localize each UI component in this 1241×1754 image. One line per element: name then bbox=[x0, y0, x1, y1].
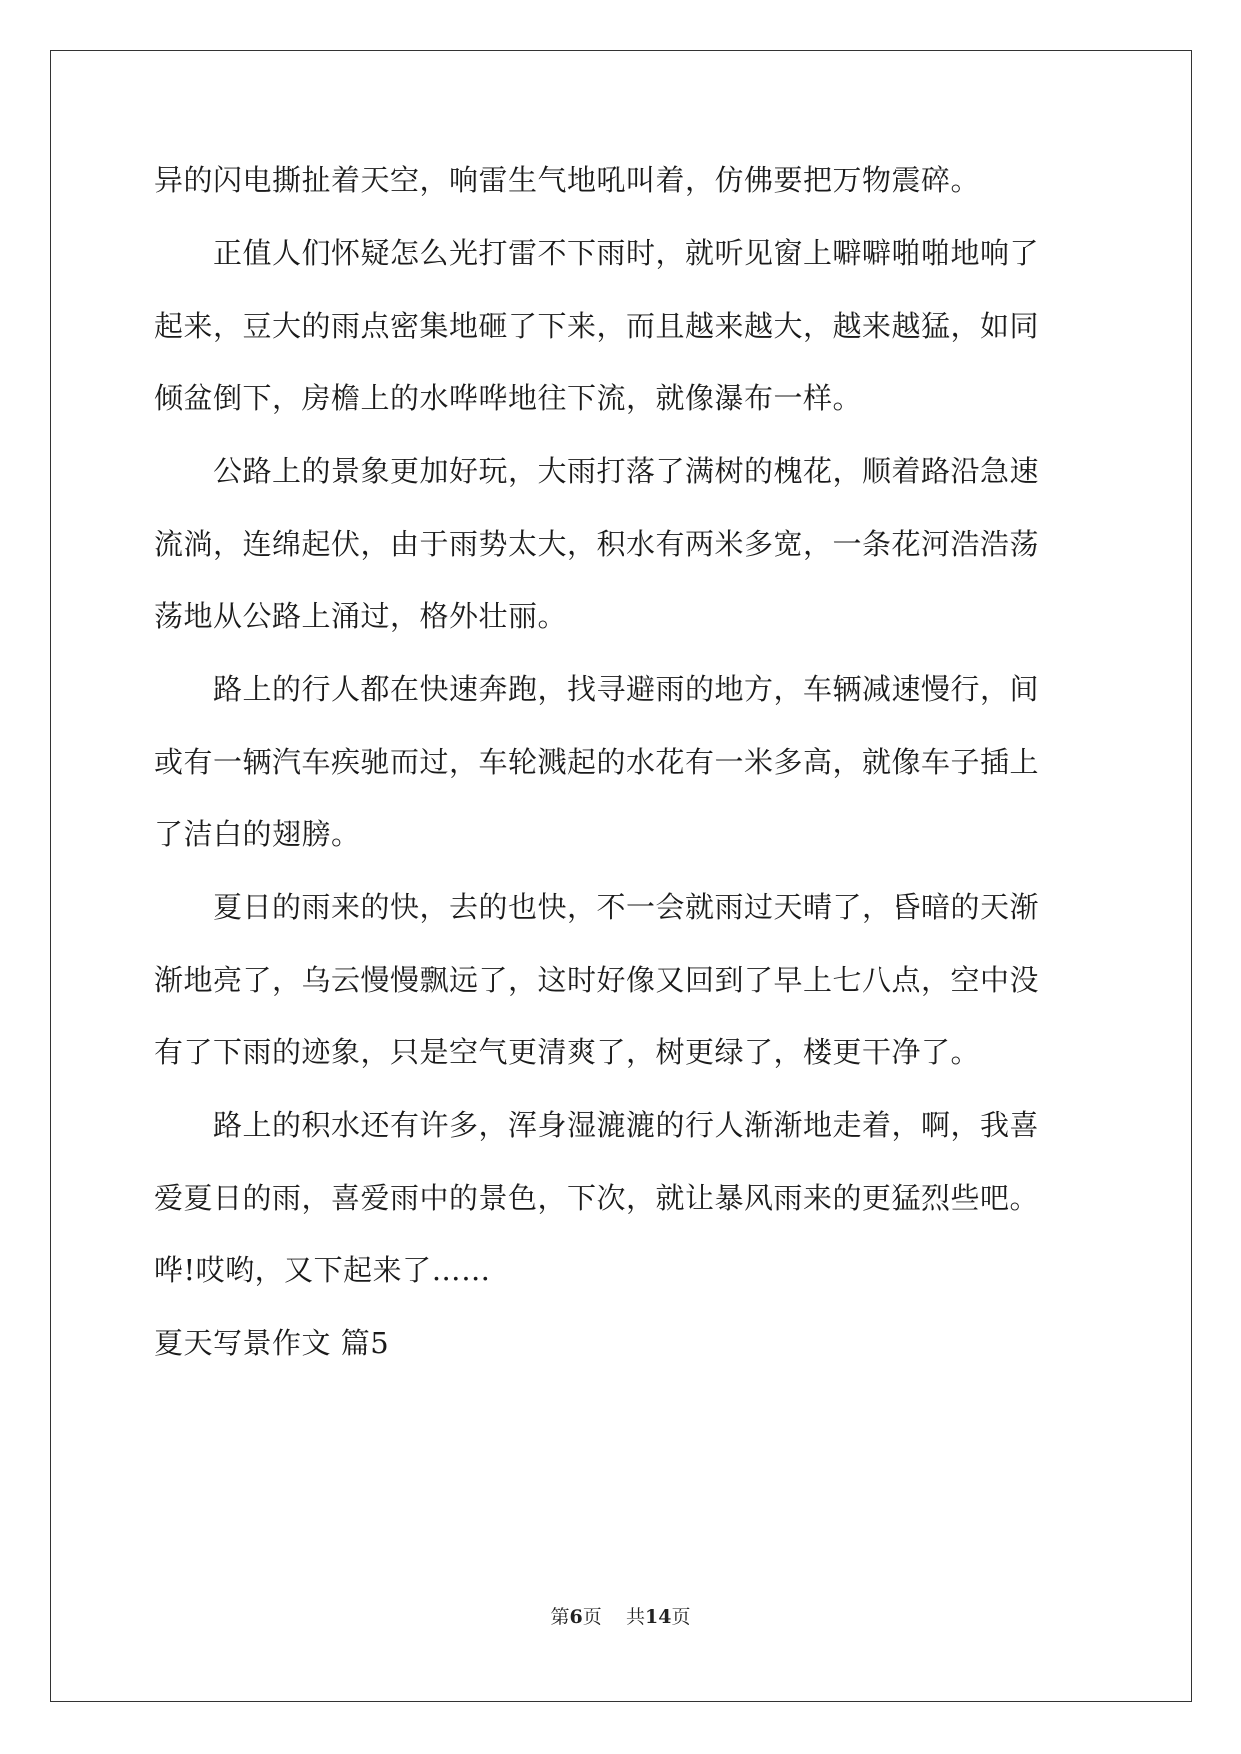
text-line: 正值人们怀疑怎么光打雷不下雨时，就听见窗上噼噼啪啪地响了 bbox=[154, 236, 1040, 270]
text-line: 流淌，连绵起伏，由于雨势太大，积水有两米多宽，一条花河浩浩荡 bbox=[154, 527, 1040, 561]
total-prefix: 共 bbox=[625, 1606, 645, 1628]
text-line: 荡地从公路上涌过，格外壮丽。 bbox=[154, 599, 568, 633]
section-heading: 夏天写景作文 篇5 bbox=[154, 1326, 390, 1360]
page-border bbox=[50, 50, 1192, 1702]
text-line: 有了下雨的迹象，只是空气更清爽了，树更绿了，楼更干净了。 bbox=[154, 1035, 981, 1069]
text-line: 渐地亮了，乌云慢慢飘远了，这时好像又回到了早上七八点，空中没 bbox=[154, 963, 1040, 997]
page-prefix: 第 bbox=[550, 1606, 570, 1628]
text-line: 路上的行人都在快速奔跑，找寻避雨的地方，车辆减速慢行，间 bbox=[154, 672, 1040, 706]
text-line: 爱夏日的雨，喜爱雨中的景色，下次，就让暴风雨来的更猛烈些吧。 bbox=[154, 1181, 1040, 1215]
total-suffix: 页 bbox=[671, 1606, 691, 1628]
total-pages: 14 bbox=[644, 1606, 672, 1628]
text-line: 了洁白的翅膀。 bbox=[154, 817, 361, 851]
text-line: 公路上的景象更加好玩，大雨打落了满树的槐花，顺着路沿急速 bbox=[154, 454, 1040, 488]
text-line: 路上的积水还有许多，浑身湿漉漉的行人渐渐地走着，啊，我喜 bbox=[154, 1108, 1040, 1142]
page-footer bbox=[0, 1602, 1241, 1629]
page-number: 6 bbox=[569, 1606, 583, 1628]
text-line: 哗!哎哟，又下起来了…… bbox=[154, 1253, 491, 1287]
text-line: 夏日的雨来的快，去的也快，不一会就雨过天晴了，昏暗的天渐 bbox=[154, 890, 1040, 924]
text-line: 起来，豆大的雨点密集地砸了下来，而且越来越大，越来越猛，如同 bbox=[154, 309, 1040, 343]
text-line: 异的闪电撕扯着天空，响雷生气地吼叫着，仿佛要把万物震碎。 bbox=[154, 163, 981, 197]
text-line: 或有一辆汽车疾驰而过，车轮溅起的水花有一米多高，就像车子插上 bbox=[154, 745, 1040, 779]
text-line: 倾盆倒下，房檐上的水哗哗地往下流，就像瀑布一样。 bbox=[154, 381, 863, 415]
page-suffix: 页 bbox=[582, 1606, 602, 1628]
